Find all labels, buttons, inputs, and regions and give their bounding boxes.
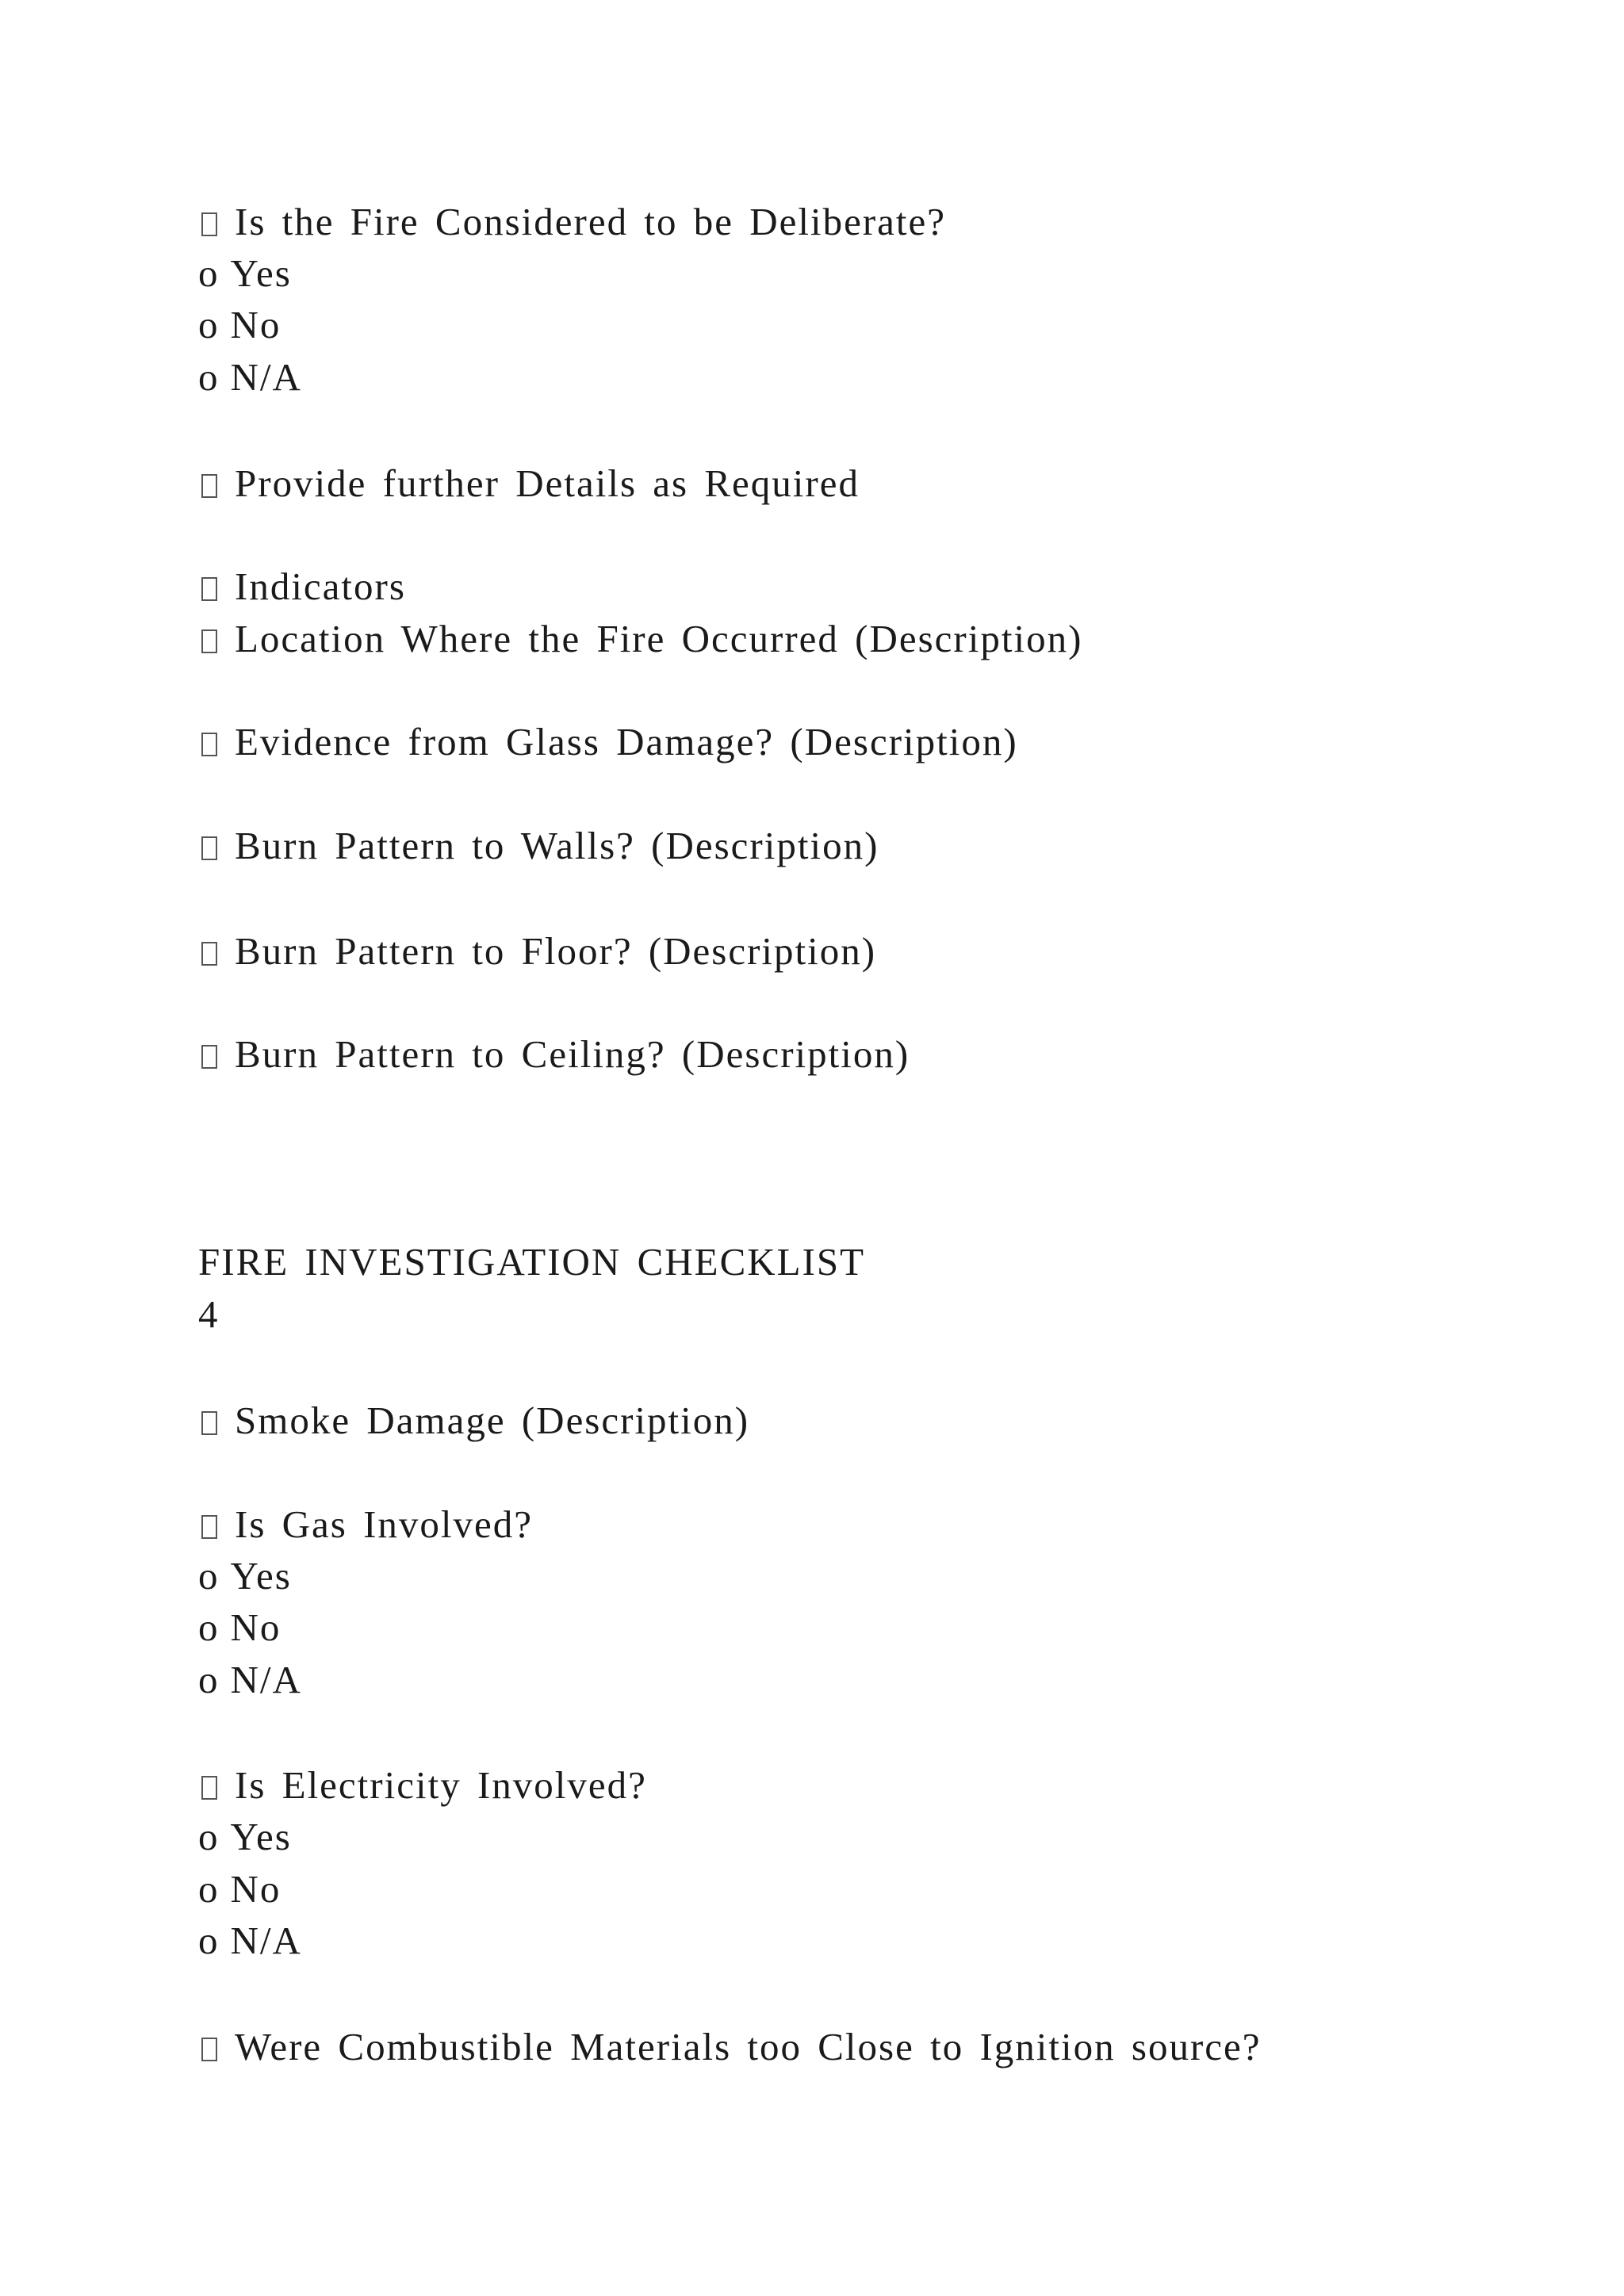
checkbox-icon bbox=[201, 836, 217, 860]
option-label: No bbox=[230, 303, 282, 346]
item-indicators bbox=[201, 563, 406, 610]
option-item bbox=[198, 1552, 292, 1600]
item-text: Provide further Details as Required bbox=[235, 461, 860, 505]
item-text: Burn Pattern to Walls? (Description) bbox=[235, 824, 879, 867]
option-item bbox=[198, 1866, 281, 1913]
item-smoke bbox=[201, 1397, 749, 1445]
checkbox-icon bbox=[201, 1515, 217, 1539]
item-floor bbox=[201, 928, 876, 975]
item-combustible bbox=[201, 2023, 1262, 2071]
option-label: No bbox=[230, 1605, 282, 1649]
checkbox-icon bbox=[201, 629, 217, 653]
option-marker: o bbox=[198, 1815, 220, 1858]
checkbox-icon bbox=[201, 577, 217, 601]
option-item bbox=[198, 301, 281, 349]
question-text: Is Electricity Involved? bbox=[235, 1763, 647, 1807]
option-marker: o bbox=[198, 355, 220, 399]
option-marker: o bbox=[198, 251, 220, 295]
checkbox-icon bbox=[201, 474, 217, 498]
option-marker: o bbox=[198, 1554, 220, 1598]
option-label: No bbox=[230, 1867, 282, 1911]
page-header-title: FIRE INVESTIGATION CHECKLIST bbox=[198, 1240, 866, 1284]
option-marker: o bbox=[198, 1919, 220, 1962]
option-item bbox=[198, 250, 292, 297]
option-marker: o bbox=[198, 1658, 220, 1701]
item-further-details bbox=[201, 460, 860, 507]
option-item bbox=[198, 1656, 302, 1704]
option-marker: o bbox=[198, 303, 220, 346]
item-ceiling bbox=[201, 1031, 910, 1078]
checkbox-icon bbox=[201, 1045, 217, 1069]
option-label: Yes bbox=[230, 1554, 292, 1598]
item-location bbox=[201, 615, 1082, 663]
option-item bbox=[198, 1917, 302, 1965]
question-deliberate bbox=[201, 198, 946, 246]
item-text: Burn Pattern to Floor? (Description) bbox=[235, 929, 877, 973]
option-label: N/A bbox=[230, 355, 302, 399]
item-text: Smoke Damage (Description) bbox=[235, 1399, 750, 1442]
item-text: Location Where the Fire Occurred (Description) bbox=[235, 617, 1083, 660]
item-text: Burn Pattern to Ceiling? (Description) bbox=[235, 1032, 910, 1076]
question-electricity bbox=[201, 1762, 647, 1809]
checkbox-icon bbox=[201, 942, 217, 966]
question-gas bbox=[201, 1501, 533, 1548]
option-item bbox=[198, 354, 302, 401]
option-label: Yes bbox=[230, 251, 292, 295]
question-text: Is the Fire Considered to be Deliberate? bbox=[235, 200, 947, 243]
option-item bbox=[198, 1813, 292, 1861]
checkbox-icon bbox=[201, 212, 217, 236]
item-text: Evidence from Glass Damage? (Description) bbox=[235, 720, 1018, 763]
option-item bbox=[198, 1604, 281, 1651]
option-marker: o bbox=[198, 1867, 220, 1911]
option-label: N/A bbox=[230, 1919, 302, 1962]
page-number: 4 bbox=[198, 1292, 220, 1336]
item-walls bbox=[201, 822, 879, 870]
item-text: Indicators bbox=[235, 564, 406, 608]
checkbox-icon bbox=[201, 2038, 217, 2061]
item-text: Were Combustible Materials too Close to Ignition source? bbox=[235, 2025, 1262, 2068]
item-glass bbox=[201, 718, 1018, 766]
checkbox-icon bbox=[201, 733, 217, 756]
checkbox-icon bbox=[201, 1411, 217, 1435]
question-text: Is Gas Involved? bbox=[235, 1502, 534, 1546]
option-label: N/A bbox=[230, 1658, 302, 1701]
option-marker: o bbox=[198, 1605, 220, 1649]
checkbox-icon bbox=[201, 1776, 217, 1800]
option-label: Yes bbox=[230, 1815, 292, 1858]
